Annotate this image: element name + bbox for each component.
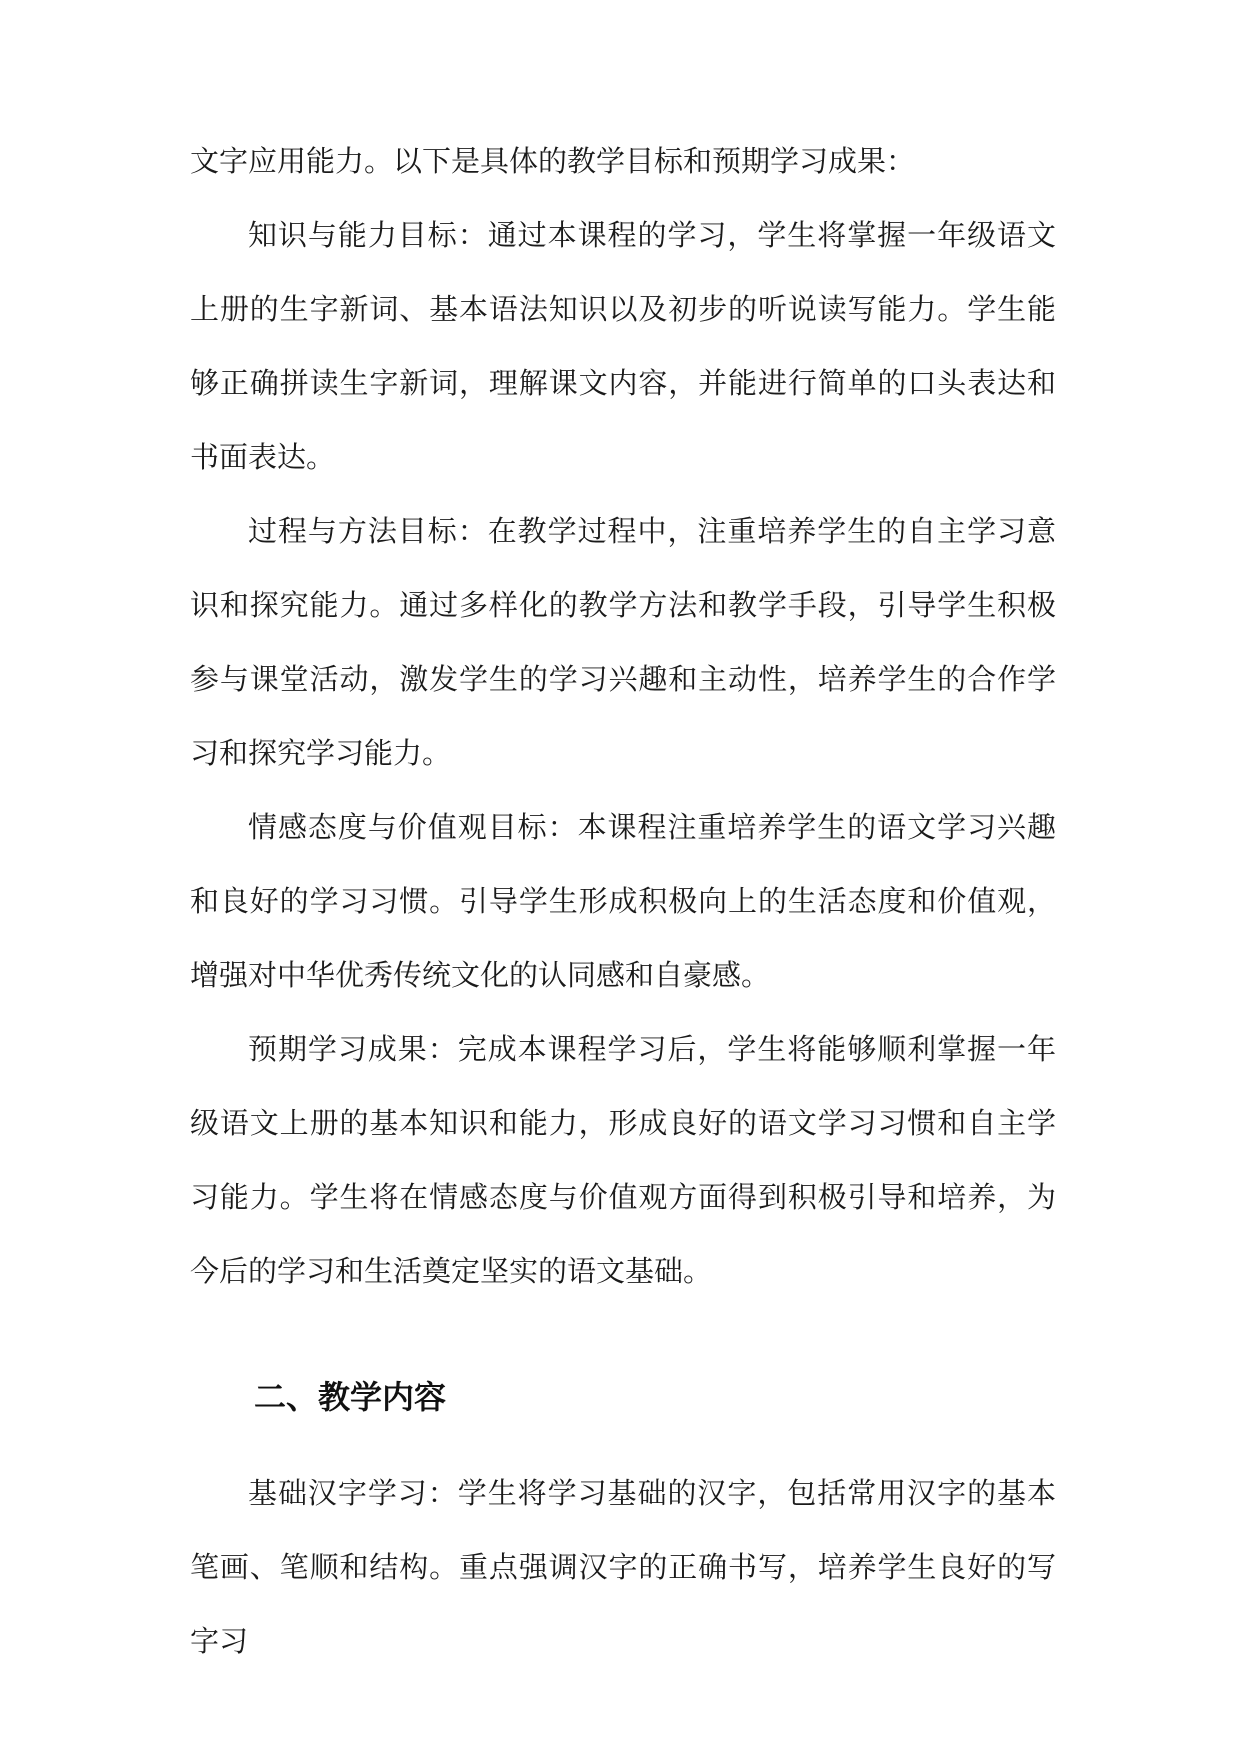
section-heading-teaching-content: 二、教学内容 [254,1378,447,1416]
paragraph-process-method-goal: 过程与方法目标：在教学过程中，注重培养学生的自主学习意识和探究能力。通过多样化的教学方法和教学手段，引导学生积极参与课堂活动，激发学生的学习兴趣和主动性，培养学生的合作学习和探究学习能力。 [190,514,1056,770]
paragraph-knowledge-ability-goal: 知识与能力目标：通过本课程的学习，学生将掌握一年级语文上册的生字新词、基本语法知识以及初步的听说读写能力。学生能够正确拼读生字新词，理解课文内容，并能进行简单的口头表达和书面表达。 [190,218,1056,474]
paragraph-basic-chinese-characters: 基础汉字学习：学生将学习基础的汉字，包括常用汉字的基本笔画、笔顺和结构。重点强调汉字的正确书写，培养学生良好的写字习 [190,1476,1056,1658]
paragraph-emotion-values-goal: 情感态度与价值观目标：本课程注重培养学生的语文学习兴趣和良好的学习习惯。引导学生形成积极向上的生活态度和价值观，增强对中华优秀传统文化的认同感和自豪感。 [190,810,1056,992]
paragraph-expected-outcomes: 预期学习成果：完成本课程学习后，学生将能够顺利掌握一年级语文上册的基本知识和能力，形成良好的语文学习习惯和自主学习能力。学生将在情感态度与价值观方面得到积极引导和培养，为今后的学习和生活奠定坚实的语文基础。 [190,1032,1056,1288]
paragraph-intro-continuation: 文字应用能力。以下是具体的教学目标和预期学习成果： [190,144,916,178]
